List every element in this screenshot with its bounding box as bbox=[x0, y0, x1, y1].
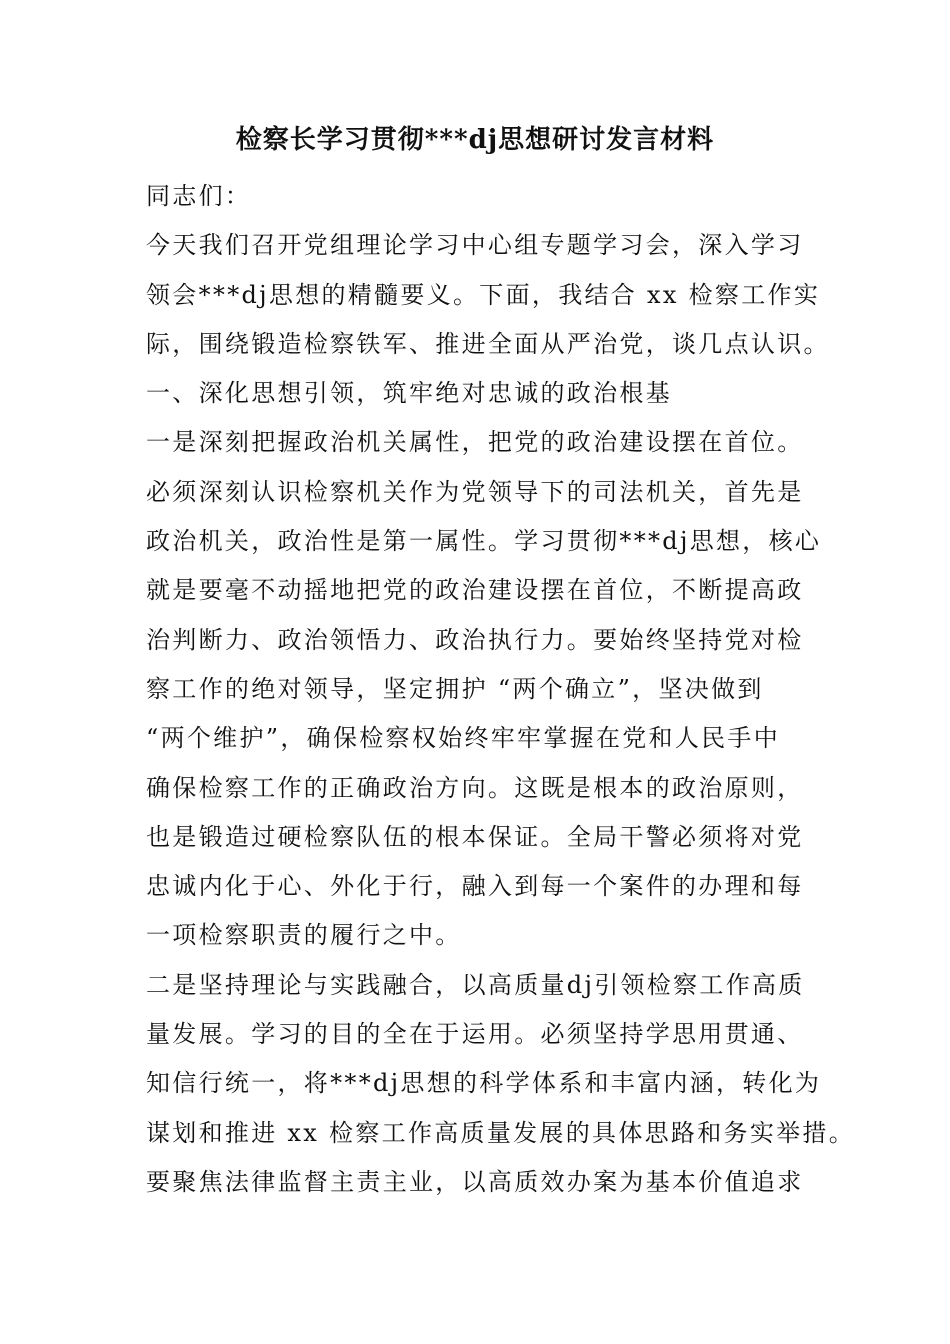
section-heading: 一、深化思想引领，筑牢绝对忠诚的政治根基 bbox=[146, 379, 672, 408]
paragraph-line: 一是深刻把握政治机关属性，把党的政治建设摆在首位。 bbox=[146, 428, 804, 457]
salutation-line: 同志们： bbox=[146, 182, 252, 210]
paragraph-line: 领会***dj思想的精髓要义。下面，我结合 xx 检察工作实 bbox=[146, 280, 821, 309]
paragraph-line: “两个维护”，确保检察权始终牢牢掌握在党和人民手中 bbox=[146, 724, 781, 753]
paragraph-line: 察工作的绝对领导，坚定拥护 “两个确立”，坚决做到 bbox=[146, 674, 764, 703]
paragraph-line: 际，围绕锻造检察铁军、推进全面从严治党，谈几点认识。 bbox=[146, 329, 830, 358]
paragraph-line: 谋划和推进 xx 检察工作高质量发展的具体思路和务实举措。 bbox=[146, 1118, 856, 1147]
paragraph-line: 一项检察职责的履行之中。 bbox=[146, 921, 462, 950]
paragraph-line: 要聚焦法律监督主责主业，以高质效办案为基本价值追求 bbox=[146, 1167, 804, 1196]
paragraph-line: 二是坚持理论与实践融合，以高质量dj引领检察工作高质 bbox=[146, 970, 805, 999]
document-body bbox=[146, 172, 856, 1207]
paragraph-line: 治判断力、政治领悟力、政治执行力。要始终坚持党对检 bbox=[146, 625, 804, 654]
paragraph-line: 就是要毫不动摇地把党的政治建设摆在首位，不断提高政 bbox=[146, 576, 804, 605]
paragraph-line: 也是锻造过硬检察队伍的根本保证。全局干警必须将对党 bbox=[146, 822, 804, 851]
paragraph-line: 政治机关，政治性是第一属性。学习贯彻***dj思想，核心 bbox=[146, 527, 822, 556]
paragraph-line: 今天我们召开党组理论学习中心组专题学习会，深入学习 bbox=[146, 231, 804, 260]
paragraph-line: 必须深刻认识检察机关作为党领导下的司法机关，首先是 bbox=[146, 477, 804, 506]
paragraph-line: 确保检察工作的正确政治方向。这既是根本的政治原则， bbox=[146, 773, 804, 802]
paragraph-line: 量发展。学习的目的全在于运用。必须坚持学思用贯通、 bbox=[146, 1020, 804, 1049]
paragraph-line: 忠诚内化于心、外化于行，融入到每一个案件的办理和每 bbox=[146, 872, 804, 901]
document-title: 检察长学习贯彻***dj思想研讨发言材料 bbox=[235, 125, 715, 155]
paragraph-line: 知信行统一，将***dj思想的科学体系和丰富内涵，转化为 bbox=[146, 1069, 822, 1098]
